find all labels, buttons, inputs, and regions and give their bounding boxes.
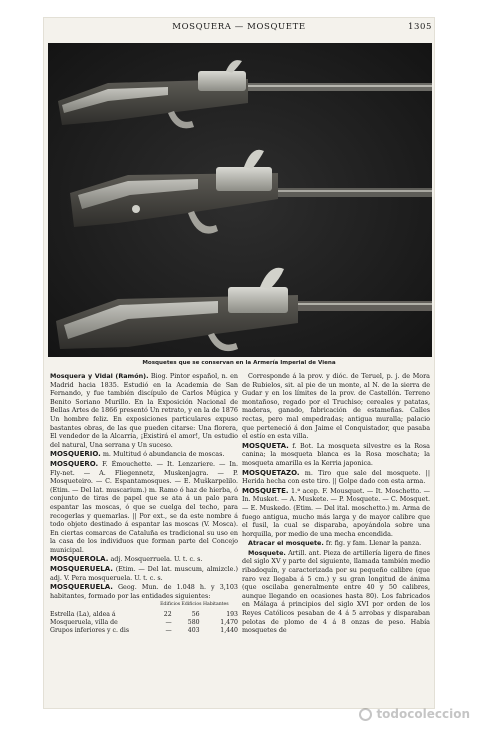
population-table	[50, 601, 238, 635]
entry-mosqueruela-continued	[242, 372, 430, 441]
entry-text: Artill. ant. Pieza de artillería ligera de fines del siglo XV y parte del siguiente, llamada también medio ribadoquín, y caracterizada por su pequeño calibre (que raro vez llegaba á 5 cm.) y su gran longitud de ánima (que oscilaba generalmente entre 40 y 50 calibres, aunque llegando en ocasiones hasta 80). Los fabricados en Málaga á principios del siglo XVI por orden de los Reyes Católicos pesaban de 4 á 5 arrobas y disparaban pelotas de plomo de 4 á 8 onzas de peso. Había mosquetes de	[242, 548, 430, 635]
table-cell: —	[165, 627, 172, 635]
musket-plate	[48, 43, 432, 357]
entry-headword: MOSQUETE.	[242, 486, 289, 495]
entry-headword: MOSQUETA.	[242, 441, 289, 450]
entry-text: adj. Mosquerruela. U. t. c. s.	[110, 555, 203, 564]
entry-text: (Etim. — Del lat. muscum, almizcle.) adj. V. Pera mosqueruela. U. t. c. s.	[50, 565, 238, 582]
entry-mosqueruela-adj	[50, 565, 238, 582]
figure-caption: Mosquetes que se conservan en la Armería Imperial de Viena	[142, 360, 336, 366]
running-head-title: MOSQUERA — MOSQUETE	[172, 22, 306, 32]
table-cell: 56	[191, 610, 200, 618]
musket-illustration	[48, 43, 432, 357]
entry-mosquetazo	[242, 469, 430, 486]
entry-headword: Mosquete.	[248, 548, 286, 557]
entry-headword: MOSQUEROLA.	[50, 555, 109, 564]
entry-mosqueruela-geog	[50, 583, 238, 600]
entry-text: f. Bot. La mosqueta silvestre es la Rosa canina; la mosqueta blanca es la Rosa moschata; la mosqueta amarilla es la Kerria japonica.	[242, 441, 430, 467]
entry-text: 1.ª acep. F. Mousquet. — It. Moschetto. — In. Musket. — A. Muskete. — P. Mosquete. — C. Mosquet. — E. Muskedo. (Etim. — Del ital. moschetto.) m. Arma de fuego antigua, mucho más larga y de mayor calibre que el fusil, la cual se disparaba, apoyándola sobre una horquilla, por medio de una mecha encendida.	[242, 486, 430, 538]
table-cell-name: Mosqueruela, villa de	[50, 618, 118, 626]
table-cell: 580	[187, 618, 200, 626]
entry-headword: Atracar el mosquete.	[248, 539, 324, 548]
site-watermark	[359, 707, 470, 721]
table-cell: —	[165, 618, 172, 626]
entry-mosquete-artilleria	[242, 549, 430, 635]
entry-mosquero	[50, 460, 238, 555]
entry-headword: MOSQUERIO.	[50, 450, 101, 459]
entry-headword: MOSQUERO.	[50, 459, 99, 468]
entry-text: Biog. Pintor español, n. en Madrid hacia 1835. Estudió en la Academia de San Fernando, y fue también discípulo de Carlos Múgica y Benito Soriano Murillo. En la Exposición Nacional de Bellas Artes de 1866 presentó Un retrato, y en la de 1876 Un hombre feliz. En exposiciones particulares expuso bastantes obras, de las que pueden citarse: Una florera, El vendedor de la Alcarria, ¡Existirá el amor!, Un estudio del natural, Una serrana y Un suceso.	[50, 372, 238, 449]
entry-mosqueta	[242, 442, 430, 468]
entry-mosquerio	[50, 450, 238, 459]
table-cell: 403	[187, 627, 200, 635]
entry-mosquera-vidal	[50, 372, 238, 449]
entry-text: m. Multitud ó abundancia de moscas.	[102, 450, 225, 459]
entry-mosquete	[242, 487, 430, 539]
entry-text: fr. fig. y fam. Llenar la panza.	[325, 539, 422, 548]
entry-text: Geog. Mun. de 1.048 h. y 3,103 habitantes, formado por las entidades siguientes:	[50, 583, 238, 600]
entry-headword: MOSQUETAZO.	[242, 468, 300, 477]
table-column-header: Edificios Edificios Habitantes	[160, 602, 229, 608]
table-row	[50, 627, 238, 635]
right-column	[242, 372, 430, 636]
table-cell-name: Estrella (La), aldea á	[50, 610, 116, 618]
page-number: 1305	[407, 22, 432, 32]
entry-headword: Mosquera y Vidal (Ramón).	[50, 372, 149, 380]
left-column	[50, 372, 238, 635]
table-row	[50, 619, 238, 627]
encyclopedia-page	[44, 18, 434, 708]
table-cell-name: Grupos inferiores y c. dis	[50, 627, 130, 635]
entry-text: F. Émouchette. — It. Lenzariere. — In. Fly-net. — A. Fliegennetz, Muskenjagra. — P. Mosqueteiro. — C. Espantamosques. — E. Muŝkarpelilo. (Etim. — Del lat. muscarium.) m. Ramo ó haz de hierba, ó conjunto de tiras de papel que se ata á un palo para espantar las moscas, ó que se cuelga del techo, para recogerlas y quemarlas. || Por ext., se da este nombre á todo objeto destinado á espantar las moscas (V. Mosca). En ciertas comarcas de Cataluña es tradicional su uso en la casa de los individuos que forman parte del Concejo municipal.	[50, 459, 238, 554]
watermark-logo-icon	[359, 708, 372, 721]
entry-text: Corresponde á la prov. y dióc. de Teruel, p. j. de Mora de Rubielos, sit. al pie de un monte, al N. de la sierra de Gudar y en los límites de la prov. de Castellón. Terreno montañoso, regado por el Truchiso; cereales y patatas, maderas, ganado, fabricación de estameñas. Calles rectas, pero mal empedradas; antigua muralla; palacio que perteneció á don Jaime el Conquistador, que pasaba el estío en esta villa.	[242, 372, 430, 441]
entry-text: m. Tiro que sale del mosquete. || Herida hecha con este tiro. || Golpe dado con esta arma.	[242, 468, 430, 486]
entry-mosquerola	[50, 555, 238, 564]
table-cell: 193	[226, 610, 238, 618]
entry-headword: MOSQUERUELA.	[50, 565, 113, 574]
table-cell: 1,440	[220, 627, 238, 635]
watermark-text: todocoleccion	[376, 707, 470, 721]
entry-atracar-el-mosquete	[242, 539, 430, 548]
entry-headword: MOSQUERUELA.	[50, 583, 113, 592]
table-cell: 1,470	[220, 618, 238, 626]
table-header-row	[50, 601, 238, 610]
running-head	[44, 22, 434, 36]
table-cell: 22	[163, 610, 172, 618]
table-row	[50, 611, 238, 619]
